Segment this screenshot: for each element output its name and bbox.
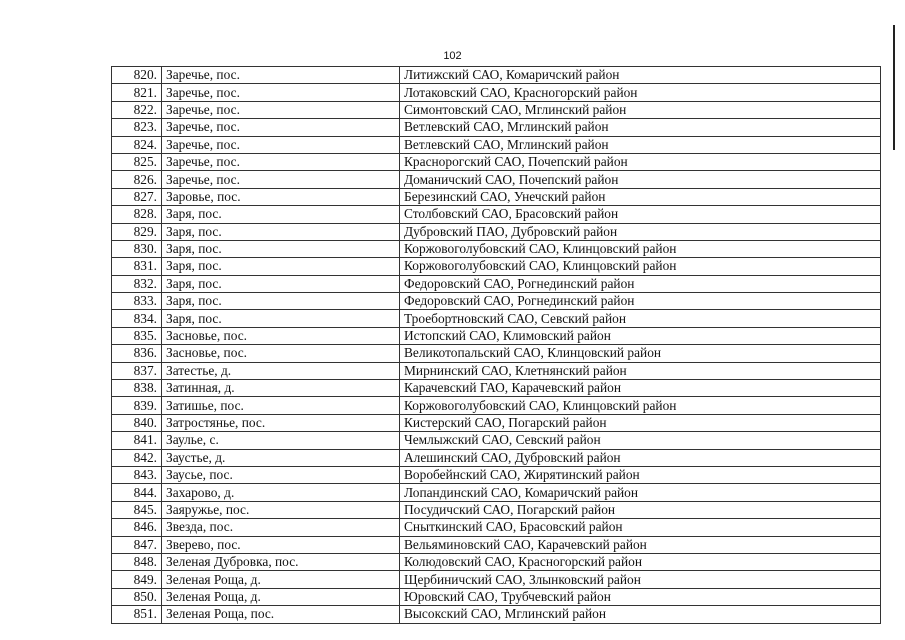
table-row [112,449,881,466]
settlement-name-cell: Затишье, пос. [162,397,400,414]
settlement-name-cell: Заречье, пос. [162,119,400,136]
row-number-cell: 842. [112,449,162,466]
settlement-name-cell: Заря, пос. [162,240,400,257]
page-number: 102 [443,50,462,62]
administration-cell: Истопский САО, Климовский район [400,327,881,344]
administration-cell: Федоровский САО, Рогнединский район [400,275,881,292]
settlement-name-cell: Заречье, пос. [162,153,400,170]
settlement-name-cell: Затестье, д. [162,362,400,379]
row-number-cell: 829. [112,223,162,240]
table-row [112,153,881,170]
row-number-cell: 831. [112,258,162,275]
row-number-cell: 844. [112,484,162,501]
row-number-cell: 841. [112,432,162,449]
settlement-name-cell: Зеленая Дубровка, пос. [162,553,400,570]
table-row [112,519,881,536]
administration-cell: Воробейнский САО, Жирятинский район [400,466,881,483]
table-row [112,67,881,84]
administration-cell: Вельяминовский САО, Карачевский район [400,536,881,553]
table-row [112,275,881,292]
table-row [112,327,881,344]
administration-cell: Высокский САО, Мглинский район [400,606,881,623]
table-row [112,84,881,101]
settlement-table [111,66,881,624]
settlement-name-cell: Зверево, пос. [162,536,400,553]
settlement-name-cell: Зеленая Роща, д. [162,588,400,605]
settlement-name-cell: Заяружье, пос. [162,501,400,518]
settlement-name-cell: Заря, пос. [162,206,400,223]
settlement-name-cell: Затростянье, пос. [162,414,400,431]
table-row [112,588,881,605]
table-row [112,171,881,188]
administration-cell: Дубровский ПАО, Дубровский район [400,223,881,240]
administration-cell: Ветлевский САО, Мглинский район [400,136,881,153]
administration-cell: Мирнинский САО, Клетнянский район [400,362,881,379]
table-row [112,571,881,588]
table-row [112,310,881,327]
administration-cell: Коржовоголубовский САО, Клинцовский район [400,258,881,275]
table-row [112,136,881,153]
settlement-name-cell: Заусье, пос. [162,466,400,483]
row-number-cell: 824. [112,136,162,153]
administration-cell: Коржовоголубовский САО, Клинцовский район [400,397,881,414]
table-row [112,536,881,553]
row-number-cell: 846. [112,519,162,536]
row-number-cell: 834. [112,310,162,327]
settlement-name-cell: Заря, пос. [162,293,400,310]
table-row [112,606,881,623]
administration-cell: Коржовоголубовский САО, Клинцовский район [400,240,881,257]
table-row [112,432,881,449]
settlement-name-cell: Заречье, пос. [162,171,400,188]
table-row [112,380,881,397]
table-row [112,258,881,275]
row-number-cell: 821. [112,84,162,101]
administration-cell: Посудичский САО, Погарский район [400,501,881,518]
row-number-cell: 833. [112,293,162,310]
row-number-cell: 825. [112,153,162,170]
administration-cell: Карачевский ГАО, Карачевский район [400,380,881,397]
settlement-name-cell: Заря, пос. [162,275,400,292]
row-number-cell: 830. [112,240,162,257]
table-row [112,223,881,240]
administration-cell: Троебортновский САО, Севский район [400,310,881,327]
table-row [112,501,881,518]
row-number-cell: 820. [112,67,162,84]
administration-cell: Литижский САО, Комаричский район [400,67,881,84]
administration-cell: Краснорогский САО, Почепский район [400,153,881,170]
settlement-name-cell: Заровье, пос. [162,188,400,205]
settlement-name-cell: Звезда, пос. [162,519,400,536]
table-row [112,362,881,379]
row-number-cell: 845. [112,501,162,518]
row-number-cell: 837. [112,362,162,379]
row-number-cell: 822. [112,101,162,118]
table-row [112,414,881,431]
row-number-cell: 840. [112,414,162,431]
settlement-name-cell: Зеленая Роща, д. [162,571,400,588]
row-number-cell: 848. [112,553,162,570]
row-number-cell: 849. [112,571,162,588]
administration-cell: Березинский САО, Унечский район [400,188,881,205]
row-number-cell: 836. [112,345,162,362]
settlement-name-cell: Заречье, пос. [162,101,400,118]
administration-cell: Юровский САО, Трубчевский район [400,588,881,605]
administration-cell: Симонтовский САО, Мглинский район [400,101,881,118]
administration-cell: Сныткинский САО, Брасовский район [400,519,881,536]
settlement-name-cell: Заря, пос. [162,223,400,240]
settlement-name-cell: Засновье, пос. [162,345,400,362]
table-row [112,240,881,257]
settlement-name-cell: Заря, пос. [162,258,400,275]
table-row [112,466,881,483]
settlement-name-cell: Зеленая Роща, пос. [162,606,400,623]
table-row [112,484,881,501]
settlement-name-cell: Заустье, д. [162,449,400,466]
administration-cell: Чемлыжский САО, Севский район [400,432,881,449]
administration-cell: Щербиничский САО, Злынковский район [400,571,881,588]
administration-cell: Федоровский САО, Рогнединский район [400,293,881,310]
row-number-cell: 839. [112,397,162,414]
row-number-cell: 832. [112,275,162,292]
settlement-name-cell: Захарово, д. [162,484,400,501]
settlement-name-cell: Заря, пос. [162,310,400,327]
row-number-cell: 828. [112,206,162,223]
row-number-cell: 835. [112,327,162,344]
row-number-cell: 850. [112,588,162,605]
row-number-cell: 826. [112,171,162,188]
row-number-cell: 851. [112,606,162,623]
row-number-cell: 843. [112,466,162,483]
settlement-name-cell: Затинная, д. [162,380,400,397]
table-row [112,101,881,118]
row-number-cell: 827. [112,188,162,205]
settlement-name-cell: Засновье, пос. [162,327,400,344]
row-number-cell: 823. [112,119,162,136]
administration-cell: Лотаковский САО, Красногорский район [400,84,881,101]
settlement-name-cell: Заулье, с. [162,432,400,449]
table-row [112,293,881,310]
table-row [112,188,881,205]
administration-cell: Доманичский САО, Почепский район [400,171,881,188]
administration-cell: Столбовский САО, Брасовский район [400,206,881,223]
administration-cell: Алешинский САО, Дубровский район [400,449,881,466]
table-row [112,397,881,414]
row-number-cell: 847. [112,536,162,553]
scan-edge-mark [893,25,895,150]
settlement-name-cell: Заречье, пос. [162,136,400,153]
administration-cell: Кистерский САО, Погарский район [400,414,881,431]
administration-cell: Лопандинский САО, Комаричский район [400,484,881,501]
administration-cell: Ветлевский САО, Мглинский район [400,119,881,136]
table-row [112,345,881,362]
settlement-name-cell: Заречье, пос. [162,84,400,101]
table-row [112,119,881,136]
table-row [112,206,881,223]
administration-cell: Великотопальский САО, Клинцовский район [400,345,881,362]
administration-cell: Колюдовский САО, Красногорский район [400,553,881,570]
table-row [112,553,881,570]
settlement-name-cell: Заречье, пос. [162,67,400,84]
table-body [112,67,881,624]
row-number-cell: 838. [112,380,162,397]
